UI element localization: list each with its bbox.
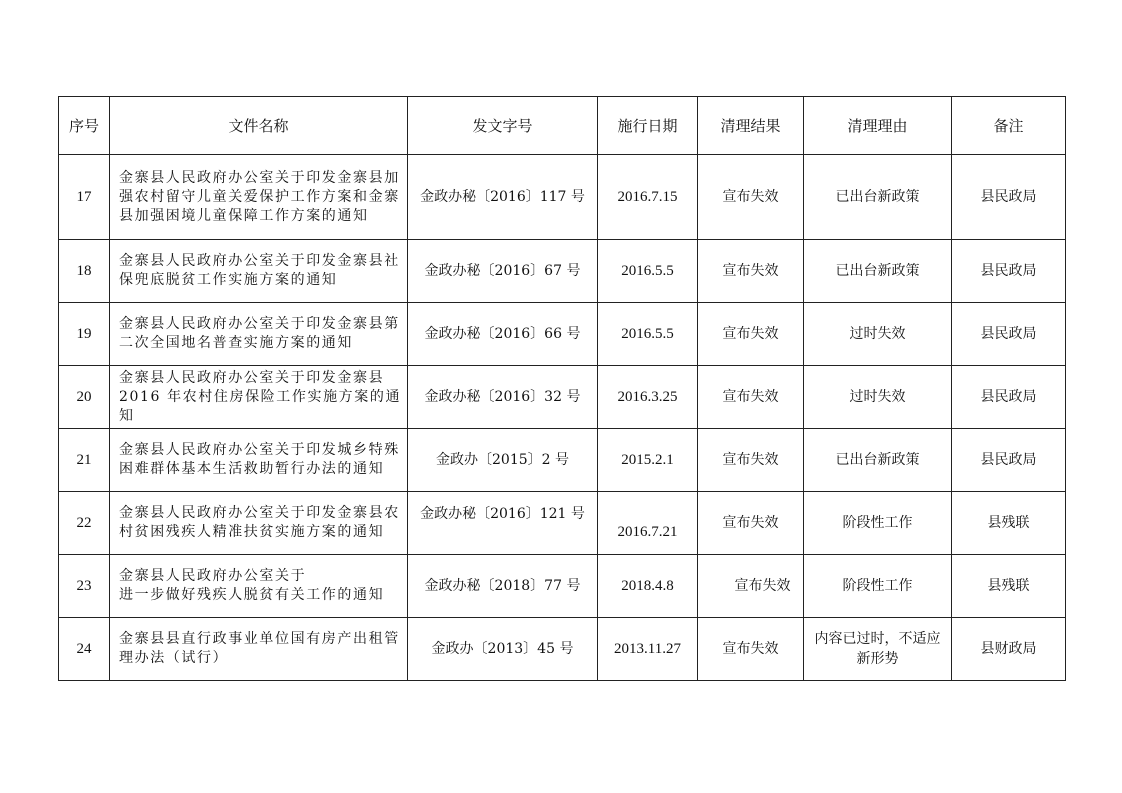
cell-cleanup-reason: 过时失效 [804,303,952,366]
cell-effective-date: 2016.5.5 [598,240,698,303]
cleanup-result-text: 宣布失效 [734,578,791,594]
table-row [59,240,1066,303]
cell-document-number: 金政办秘〔2016〕117 号 [408,155,598,240]
cell-serial: 19 [59,303,110,366]
cell-file-name: 金寨县人民政府办公室关于 进一步做好残疾人脱贫有关工作的通知 [110,555,408,618]
document-number-text: 金政办秘〔2016〕121 号 [420,506,585,522]
table-row [59,618,1066,681]
cell-serial: 20 [59,366,110,429]
table-row [59,303,1066,366]
cell-document-number: 金政办秘〔2016〕67 号 [408,240,598,303]
cell-file-name: 金寨县县直行政事业单位国有房产出租管理办法（试行） [110,618,408,681]
cell-cleanup-result: 宣布失效 [698,155,804,240]
cell-remarks: 县残联 [952,492,1066,555]
cell-cleanup-reason: 内容已过时，不适应新形势 [804,618,952,681]
cell-cleanup-result: 宣布失效 [698,303,804,366]
cell-serial: 18 [59,240,110,303]
cell-cleanup-reason: 已出台新政策 [804,240,952,303]
cell-cleanup-reason: 已出台新政策 [804,429,952,492]
cell-cleanup-reason: 过时失效 [804,366,952,429]
table-row [59,155,1066,240]
cell-serial: 23 [59,555,110,618]
table-row [59,429,1066,492]
cell-effective-date: 2016.3.25 [598,366,698,429]
header-serial: 序号 [59,97,110,155]
table-row [59,555,1066,618]
cell-file-name: 金寨县人民政府办公室关于印发金寨县农村贫困残疾人精准扶贫实施方案的通知 [110,492,408,555]
cell-file-name: 金寨县人民政府办公室关于印发城乡特殊困难群体基本生活救助暂行办法的通知 [110,429,408,492]
header-cleanup-result: 清理结果 [698,97,804,155]
cell-cleanup-result: 宣布失效 [698,240,804,303]
cell-document-number: 金政办秘〔2018〕77 号 [408,555,598,618]
cell-cleanup-result [698,555,804,618]
cell-file-name: 金寨县人民政府办公室关于印发金寨县加强农村留守儿童关爱保护工作方案和金寨县加强困境儿童保障工作方案的通知 [110,155,408,240]
header-file-name: 文件名称 [110,97,408,155]
cell-serial: 22 [59,492,110,555]
cell-cleanup-result: 宣布失效 [698,618,804,681]
cell-document-number [408,492,598,555]
cell-cleanup-result: 宣布失效 [698,429,804,492]
header-cleanup-reason: 清理理由 [804,97,952,155]
cell-remarks: 县民政局 [952,429,1066,492]
cell-serial: 21 [59,429,110,492]
cell-document-number: 金政办〔2015〕2 号 [408,429,598,492]
cell-file-name: 金寨县人民政府办公室关于印发金寨县社保兜底脱贫工作实施方案的通知 [110,240,408,303]
header-document-number: 发文字号 [408,97,598,155]
cell-cleanup-result: 宣布失效 [698,492,804,555]
cell-cleanup-reason: 已出台新政策 [804,155,952,240]
cell-document-number: 金政办秘〔2016〕66 号 [408,303,598,366]
cell-file-name: 金寨县人民政府办公室关于印发金寨县2016 年农村住房保险工作实施方案的通知 [110,366,408,429]
cell-effective-date: 2015.2.1 [598,429,698,492]
cell-cleanup-reason: 阶段性工作 [804,492,952,555]
cell-document-number: 金政办秘〔2016〕32 号 [408,366,598,429]
policy-cleanup-table [58,96,1066,681]
table-header-row [59,97,1066,155]
cell-cleanup-result: 宣布失效 [698,366,804,429]
cell-remarks: 县民政局 [952,240,1066,303]
header-effective-date: 施行日期 [598,97,698,155]
cell-remarks: 县残联 [952,555,1066,618]
cell-cleanup-reason: 阶段性工作 [804,555,952,618]
cell-effective-date [598,492,698,555]
cell-remarks: 县民政局 [952,366,1066,429]
cell-document-number: 金政办〔2013〕45 号 [408,618,598,681]
cell-effective-date: 2018.4.8 [598,555,698,618]
effective-date-text: 2016.7.21 [617,524,678,540]
cell-remarks: 县民政局 [952,155,1066,240]
cell-remarks: 县民政局 [952,303,1066,366]
header-remarks: 备注 [952,97,1066,155]
cell-effective-date: 2016.7.15 [598,155,698,240]
cell-serial: 24 [59,618,110,681]
cell-remarks: 县财政局 [952,618,1066,681]
cell-file-name: 金寨县人民政府办公室关于印发金寨县第二次全国地名普查实施方案的通知 [110,303,408,366]
cell-effective-date: 2013.11.27 [598,618,698,681]
table-row [59,492,1066,555]
cell-serial: 17 [59,155,110,240]
table-row [59,366,1066,429]
cell-effective-date: 2016.5.5 [598,303,698,366]
